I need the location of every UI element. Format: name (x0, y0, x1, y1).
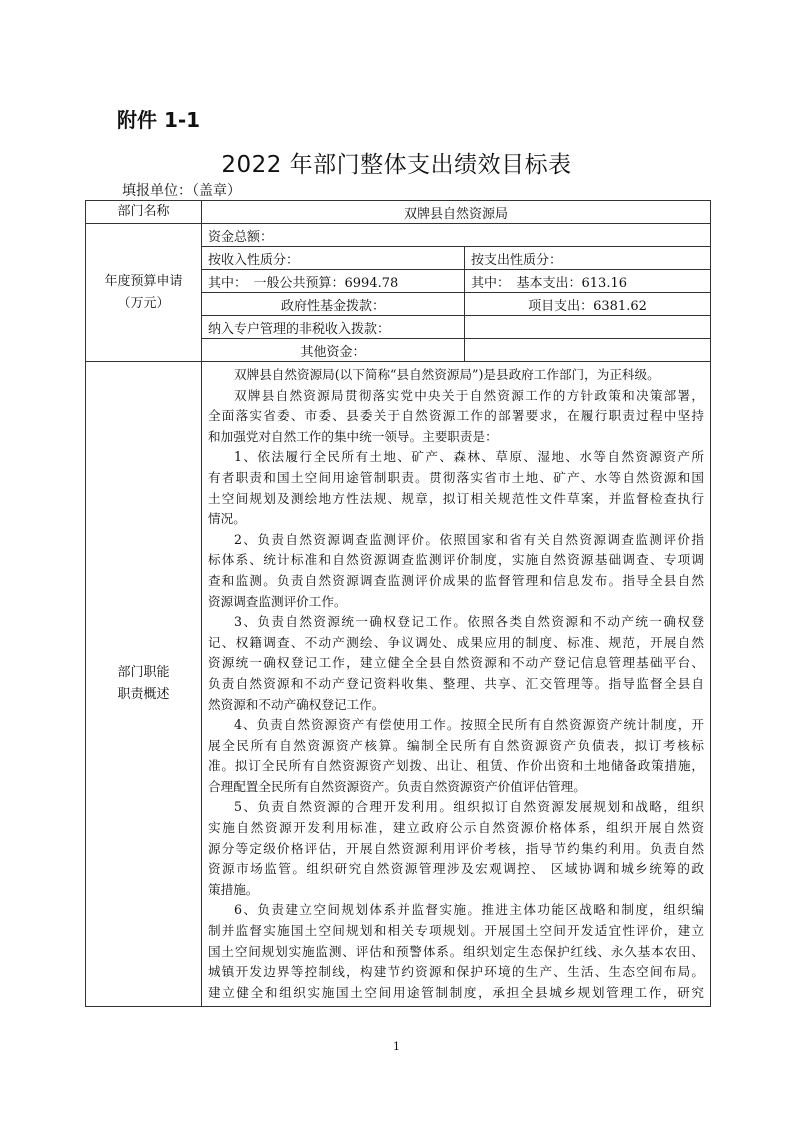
duties-line: 双牌县自然资源局贯彻落实党中央关于自然资源工作的方针政策和决策部署， (234, 387, 704, 403)
duties-line: 资源调查监测评价工作。 (208, 593, 347, 609)
nontax-income: 纳入专户管理的非税收入拨款： (202, 316, 465, 339)
total-funds: 资金总额： (202, 224, 711, 247)
basic-expense: 其中： 基本支出：613.16 (465, 270, 711, 293)
duties-line: 准。拟订全民所有自然资源资产划拨、出让、租赁、作价出资和土地储备政策措施， (208, 758, 704, 774)
duties-line: 负责自然资源和不动产登记资料收集、整理、共享、汇交管理等。指导监督全县自 (208, 675, 704, 691)
duties-line: 国土空间规划实施监测、评估和预警体系。组织划定生态保护红线、永久基本农田、 (208, 943, 704, 959)
duties-line: 建立健全和组织实施国土空间用途管制制度，承担全县城乡规划管理工作，研究 (208, 984, 704, 1000)
duties-label-line: 部门职能 (117, 665, 170, 681)
duties-line: 1、依法履行全民所有土地、矿产、森林、草原、湿地、水等自然资源资产所 (234, 449, 704, 465)
duties-label-line: 职责概述 (117, 687, 170, 703)
nontax-value (465, 316, 711, 339)
other-funds-value (465, 339, 711, 362)
duties-label (86, 362, 202, 1007)
duties-line: 情况。 (208, 511, 246, 527)
duties-line: 2、负责自然资源调查监测评价。依照国家和省有关自然资源调查监测评价指 (234, 531, 704, 547)
budget-label (86, 224, 202, 362)
duties-line: 策措施。 (208, 881, 259, 897)
duties-line: 标体系、统计标准和自然资源调查监测评价制度，实施自然资源基础调查、专项调 (208, 552, 704, 568)
budget-unit: （万元） (117, 295, 170, 311)
duties-line: 5、负责自然资源的合理开发利用。组织拟订自然资源发展规划和战略，组织 (234, 799, 704, 815)
duties-text (202, 362, 711, 1007)
page-number: 1 (393, 1040, 400, 1053)
duties-line: 资源市场监管。组织研究自然资源管理涉及宏观调控、 区域协调和城乡统筹的政 (208, 861, 704, 877)
budget-label-line: 年度预算申请 (104, 273, 183, 289)
page-title: 2022 年部门整体支出绩效目标表 (221, 152, 572, 178)
duties-line: 查和监测。负责自然资源调查监测评价成果的监督管理和信息发布。指导全县自然 (208, 572, 704, 588)
duties-line: 有者职责和国土空间用途管制职责。贯彻落实省市土地、矿产、水等自然资源和国 (208, 469, 704, 485)
attachment-label: 附件 1-1 (117, 108, 201, 132)
duties-line: 记、权籍调查、不动产测绘、争议调处、成果应用的制度、标准、规范，开展自然 (208, 634, 704, 650)
gov-fund: 政府性基金拨款： (202, 293, 465, 316)
duties-line: 土空间规划及测绘地方性法规、规章，拟订相关规范性文件草案，并监督检查执行 (208, 490, 704, 506)
dept-name-label: 部门名称 (86, 201, 202, 224)
duties-line: 3、负责自然资源统一确权登记工作。依照各类自然资源和不动产统一确权登 (234, 614, 704, 630)
duties-line: 然资源和不动产确权登记工作。 (208, 696, 385, 712)
duties-line: 双牌县自然资源局(以下简称“县自然资源局”)是县政府工作部门，为正科级。 (234, 367, 660, 382)
other-funds: 其他资金： (202, 339, 465, 362)
by-expense: 按支出性质分： (465, 247, 711, 270)
by-income: 按收入性质分： (202, 247, 465, 270)
duties-line: 展全民所有自然资源资产核算。编制全民所有自然资源资产负债表，拟订考核标 (208, 737, 704, 753)
general-budget: 其中： 一般公共预算：6994.78 (202, 270, 465, 293)
duties-line: 和加强党对自然工作的集中统一领导。主要职责是： (208, 428, 498, 444)
duties-line: 4、负责自然资源资产有偿使用工作。按照全民所有自然资源资产统计制度，开 (234, 717, 704, 733)
project-expense: 项目支出：6381.62 (465, 293, 711, 316)
duties-line: 合理配置全民所有自然资源资产。负责自然资源资产价值评估管理。 (208, 778, 586, 794)
duties-line: 实施自然资源开发利用标准，建立政府公示自然资源价格体系，组织开展自然资 (208, 820, 704, 836)
duties-line: 源分等定级价格评估，开展自然资源利用评价考核，指导节约集约利用。负责自然 (208, 840, 704, 856)
duties-line: 6、负责建立空间规划体系并监督实施。推进主体功能区战略和制度，组织编 (234, 902, 704, 918)
fill-unit: 填报单位：（盖章） (122, 183, 241, 199)
performance-target-table (85, 200, 711, 1007)
duties-line: 城镇开发边界等控制线，构建节约资源和保护环境的生产、生活、生态空间布局。 (208, 964, 704, 980)
duties-line: 制并监督实施国土空间规划和相关专项规划。开展国土空间开发适宜性评价，建立 (208, 923, 704, 939)
duties-line: 资源统一确权登记工作，建立健全全县自然资源和不动产登记信息管理基础平台、 (208, 655, 704, 671)
duties-line: 全面落实省委、市委、县委关于自然资源工作的部署要求，在履行职责过程中坚持 (208, 408, 704, 424)
dept-name: 双牌县自然资源局 (202, 201, 711, 224)
